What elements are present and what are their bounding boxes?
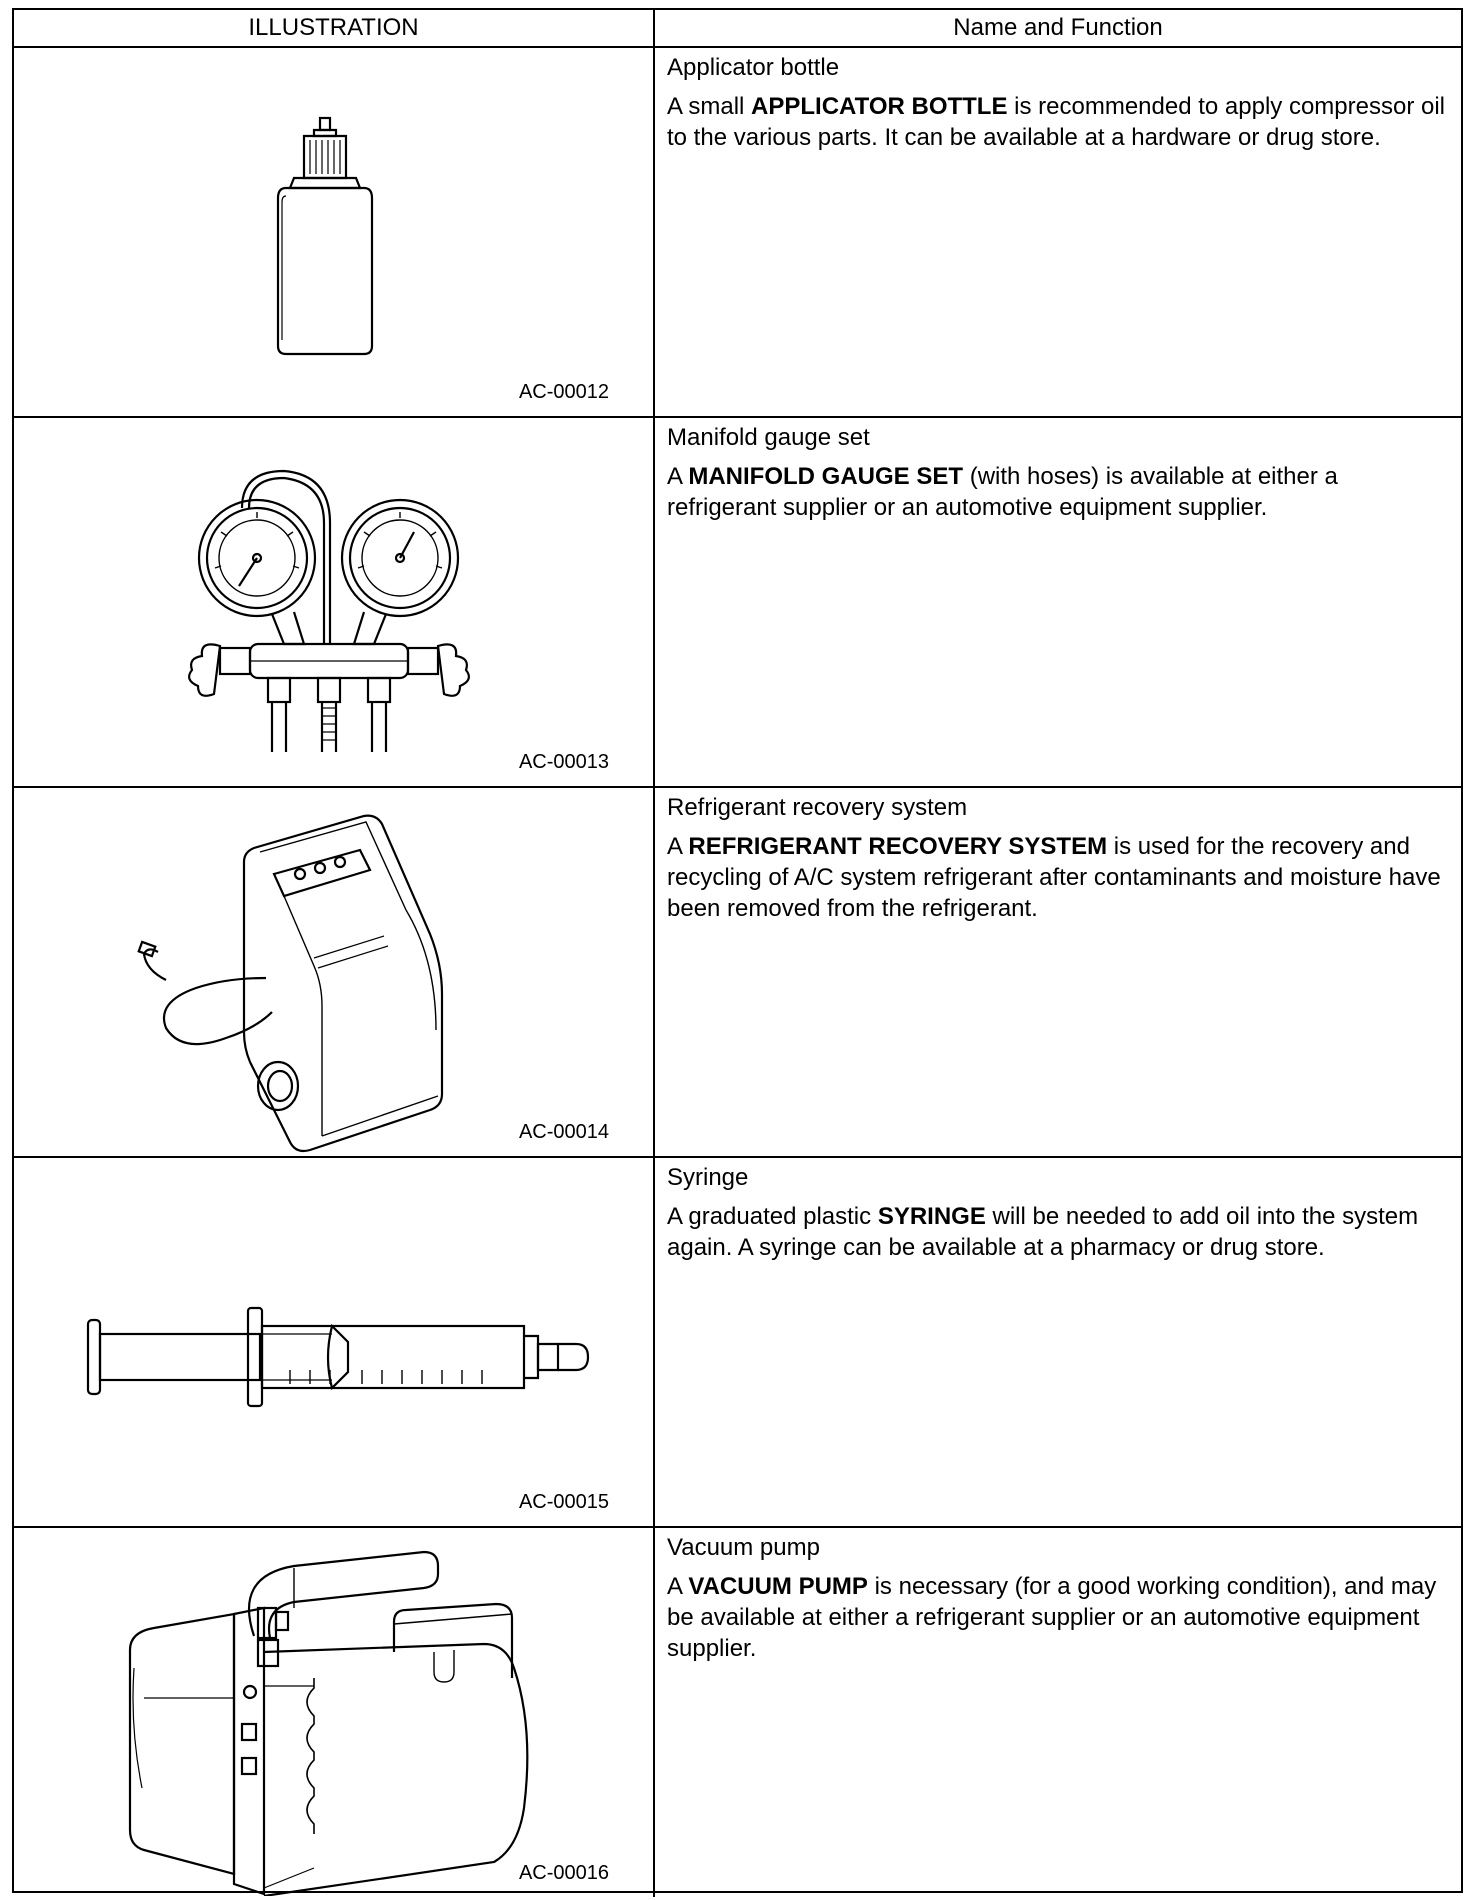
item-bold-term: MANIFOLD GAUGE SET: [688, 463, 964, 490]
figure-code: AC-00013: [518, 751, 609, 773]
item-bold-term: REFRIGERANT RECOVERY SYSTEM: [688, 833, 1108, 860]
applicator-bottle-icon: [14, 48, 653, 416]
item-description: A small APPLICATOR BOTTLE is recommended to apply compressor oil to the various parts. It can be available at a hardware or drug store.: [667, 93, 1446, 151]
item-name: Applicator bottle: [667, 54, 840, 81]
item-description: A VACUUM PUMP is necessary (for a good working condition), and may be available at either a refrigerant supplier or an automotive equipment supplier.: [667, 1573, 1437, 1662]
illustration-cell: [14, 788, 655, 1156]
item-bold-term: SYRINGE: [877, 1203, 986, 1230]
illustration-cell: [14, 418, 655, 786]
table-header: [14, 10, 1461, 48]
header-name-function: Name and Function: [953, 14, 1163, 41]
table-row: [14, 48, 1461, 418]
table-row: [14, 788, 1461, 1158]
tools-table: [12, 8, 1463, 1893]
manifold-gauge-icon: [14, 418, 653, 786]
illustration-cell: [14, 1158, 655, 1526]
item-name: Vacuum pump: [667, 1534, 820, 1561]
figure-code: AC-00015: [518, 1491, 609, 1513]
header-illustration: ILLUSTRATION: [14, 10, 655, 46]
name-function-cell: [667, 48, 1447, 153]
figure-code: AC-00016: [518, 1862, 609, 1884]
syringe-icon: [14, 1158, 653, 1526]
item-bold-term: APPLICATOR BOTTLE: [751, 93, 1008, 120]
name-function-cell: [667, 1158, 1447, 1263]
figure-code: AC-00014: [518, 1121, 609, 1143]
item-description: A MANIFOLD GAUGE SET (with hoses) is available at either a refrigerant supplier or an automotive equipment supplier.: [667, 463, 1338, 521]
item-description: A graduated plastic SYRINGE will be needed to add oil into the system again. A syringe can be available at a pharmacy or drug store.: [667, 1203, 1419, 1261]
table-row: [14, 418, 1461, 788]
vacuum-pump-icon: [14, 1528, 653, 1896]
item-description: A REFRIGERANT RECOVERY SYSTEM is used for the recovery and recycling of A/C system refrigerant after contaminants and moisture have been removed from the refrigerant.: [667, 833, 1441, 922]
name-function-cell: [667, 1528, 1447, 1664]
item-name: Refrigerant recovery system: [667, 794, 968, 821]
item-bold-term: VACUUM PUMP: [688, 1573, 868, 1600]
figure-code: AC-00012: [518, 381, 609, 403]
recovery-machine-icon: [14, 788, 653, 1156]
illustration-cell: [14, 48, 655, 416]
name-function-cell: [667, 418, 1447, 523]
item-name: Syringe: [667, 1164, 749, 1191]
name-function-cell: [667, 788, 1447, 924]
illustration-cell: [14, 1528, 655, 1897]
table-row: [14, 1528, 1461, 1897]
item-name: Manifold gauge set: [667, 424, 870, 451]
table-row: [14, 1158, 1461, 1528]
